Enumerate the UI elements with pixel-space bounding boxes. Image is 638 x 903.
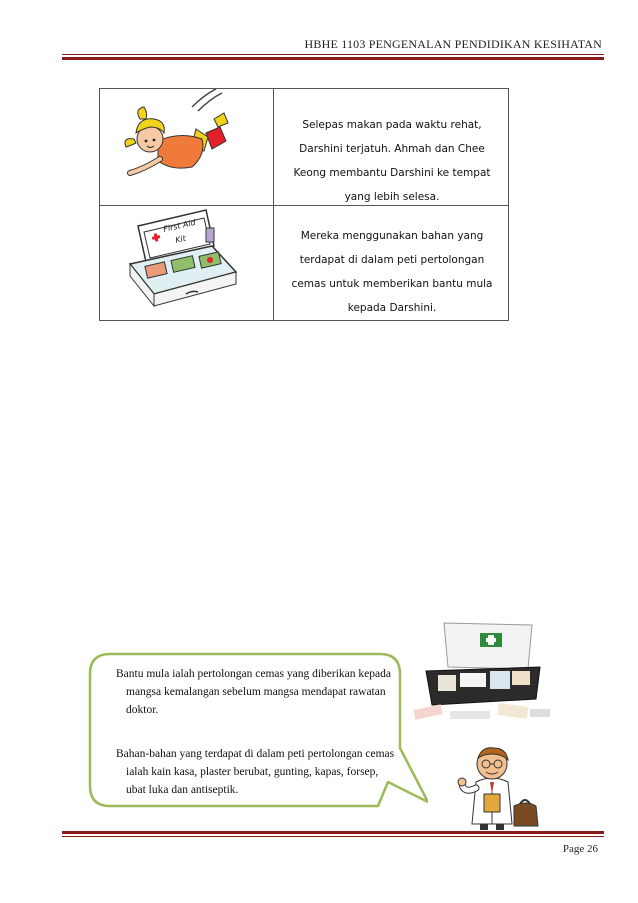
header-title: HBHE 1103 PENGENALAN PENDIDIKAN KESIHATAN	[304, 37, 602, 51]
header-rule-thick	[62, 57, 604, 60]
callout-paragraph-2: Bahan-bahan yang terdapat di dalam peti pertolongan cemas ialah kain kasa, plaster berubat, gunting, kapas, forsep, ubat luka dan antiseptik.	[116, 748, 395, 796]
falling-girl-image	[100, 89, 274, 205]
story-text-1: Selepas makan pada waktu rehat, Darshini terjatuh. Ahmah dan Chee Keong membantu Darshini ke tempat yang lebih selesa.	[293, 119, 491, 203]
callout-paragraph-1: Bantu mula ialah pertolongan cemas yang diberikan kepada mangsa kemalangan sebelum mangsa mendapat rawatan doktor.	[116, 668, 391, 716]
kit-label-line2: Kit	[174, 233, 187, 245]
bubble-text	[116, 665, 396, 799]
story-table	[99, 88, 509, 321]
footer-rule-thin	[62, 836, 604, 837]
story-row	[100, 206, 508, 320]
kit-label-line1: First Aid	[162, 217, 197, 234]
header-rule-thin	[62, 54, 604, 55]
doctor-cartoon	[452, 742, 544, 830]
story-text-2: Mereka menggunakan bahan yang terdapat di dalam peti pertolongan cemas untuk memberikan bantu mula kepada Darshini.	[291, 230, 493, 314]
story-row	[100, 89, 508, 206]
speech-bubble	[88, 652, 404, 808]
footer-rule-thick	[62, 831, 604, 834]
page-number: Page 26	[562, 843, 598, 855]
first-aid-kit-photo	[404, 619, 558, 731]
first-aid-kit-image	[100, 206, 274, 320]
